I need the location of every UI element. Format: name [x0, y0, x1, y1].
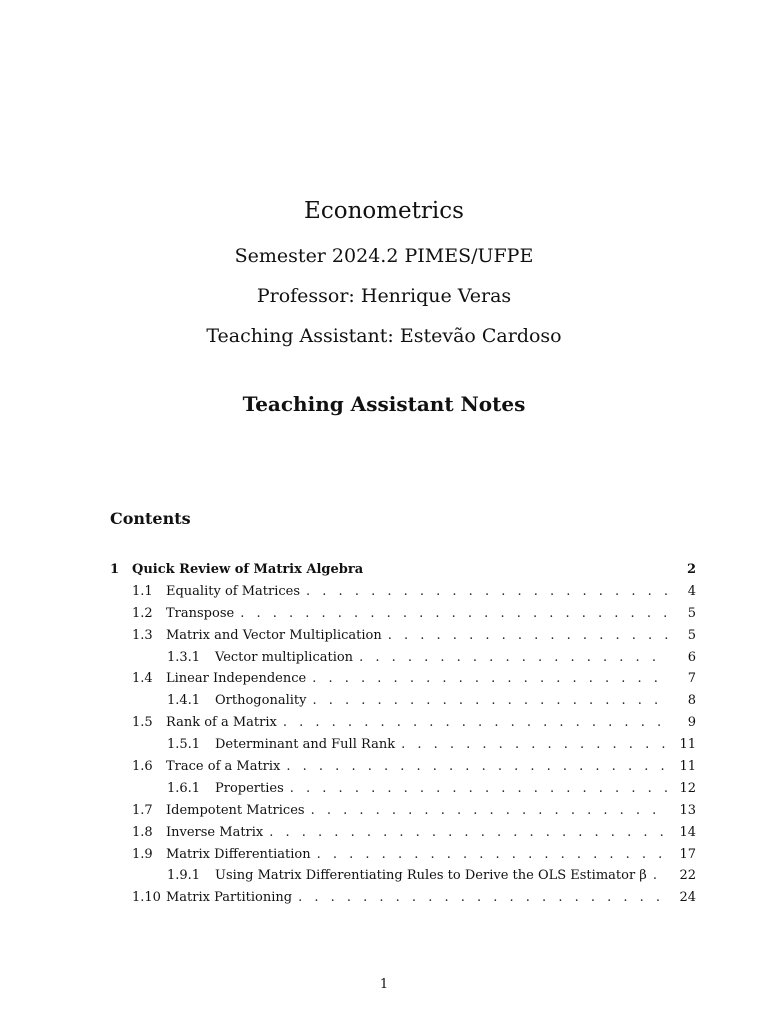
toc-leader-dots — [401, 734, 668, 756]
toc-entry-label: Rank of a Matrix — [166, 715, 277, 731]
toc-entry-label: Idempotent Matrices — [166, 802, 305, 818]
toc-entry-page: 7 — [687, 671, 696, 687]
toc-entry-page: 14 — [679, 824, 696, 840]
toc-entry-label: Determinant and Full Rank — [215, 737, 396, 753]
toc-leader-dots — [311, 800, 668, 822]
toc-entry-page: 5 — [687, 605, 696, 621]
toc-entry-page: 12 — [679, 780, 696, 796]
toc-leader-dots — [312, 690, 668, 712]
page-number: 1 — [379, 977, 389, 992]
toc-entry-number: 1.1 — [132, 583, 153, 599]
toc-entry-page: 6 — [687, 649, 696, 665]
toc-entry[interactable] — [110, 887, 696, 909]
toc-entry-number: 1.2 — [132, 605, 153, 621]
toc-entry-number: 1.8 — [132, 824, 153, 840]
toc-entry[interactable] — [110, 844, 696, 866]
toc-entry[interactable] — [110, 756, 696, 778]
toc-entry-label: Equality of Matrices — [166, 583, 301, 599]
toc-leader-dots — [388, 625, 668, 647]
toc-entry-page: 4 — [687, 583, 696, 599]
toc-leader-dots — [306, 581, 668, 603]
semester-line: Semester 2024.2 PIMES/UFPE — [234, 245, 534, 267]
toc-entry-page: 9 — [687, 715, 696, 731]
toc-entry[interactable] — [110, 865, 696, 887]
toc-entry[interactable] — [110, 647, 696, 669]
toc-entry[interactable] — [110, 822, 696, 844]
toc-entry[interactable] — [110, 712, 696, 734]
toc-leader-dots — [240, 603, 668, 625]
toc-entry-page: 17 — [679, 846, 696, 862]
toc-entry-label: Matrix and Vector Multiplication — [166, 627, 382, 643]
toc-entry-number: 1.10 — [132, 890, 161, 906]
toc-leader-dots — [359, 647, 668, 669]
toc-entry[interactable] — [110, 559, 696, 581]
toc-entry[interactable] — [110, 625, 696, 647]
notes-title: Teaching Assistant Notes — [242, 392, 526, 416]
toc-entry-label: Vector multiplication — [215, 649, 354, 665]
toc-leader-dots — [269, 822, 668, 844]
toc-entry-label: Matrix Partitioning — [166, 890, 293, 906]
toc-entry[interactable] — [110, 603, 696, 625]
toc-leader-dots — [290, 778, 668, 800]
toc-entry-number: 1.5 — [132, 715, 153, 731]
toc-entry-number: 1.5.1 — [167, 737, 201, 753]
toc-leader-dots — [317, 844, 668, 866]
toc-entry-page: 11 — [679, 737, 696, 753]
toc-entry-page: 11 — [679, 759, 696, 775]
document-title: Econometrics — [304, 198, 464, 224]
toc-entry-number: 1.9 — [132, 846, 153, 862]
toc-entry-number: 1.4 — [132, 671, 153, 687]
toc-entry[interactable] — [110, 800, 696, 822]
toc-entry-page: 22 — [679, 868, 696, 884]
toc-entry-page: 8 — [687, 693, 696, 709]
toc-leader-dots — [298, 887, 668, 909]
toc-entry-label: Transpose — [166, 605, 235, 621]
toc-entry-number: 1.6.1 — [167, 780, 201, 796]
toc-entry[interactable] — [110, 734, 696, 756]
toc-entry-label: Properties — [215, 780, 284, 796]
toc-leader-dots — [653, 865, 668, 887]
toc-entry-label: Using Matrix Differentiating Rules to Derive the OLS Estimator β — [215, 868, 647, 884]
toc-entry-number: 1.3.1 — [167, 649, 201, 665]
toc-entry[interactable] — [110, 690, 696, 712]
toc-entry-number: 1.7 — [132, 802, 153, 818]
toc-entry[interactable] — [110, 778, 696, 800]
toc-entry-number: 1 — [110, 562, 120, 577]
toc-entry-page: 2 — [686, 562, 696, 577]
toc-leader-dots — [286, 756, 668, 778]
toc-leader-dots — [312, 668, 668, 690]
toc-entry-page: 13 — [679, 802, 696, 818]
toc-entry-label: Linear Independence — [166, 671, 307, 687]
toc-leader-dots — [283, 712, 668, 734]
table-of-contents — [110, 559, 696, 909]
toc-entry-number: 1.4.1 — [167, 693, 201, 709]
toc-entry[interactable] — [110, 581, 696, 603]
toc-entry-page: 24 — [679, 890, 696, 906]
toc-entry-number: 1.9.1 — [167, 868, 201, 884]
assistant-line: Teaching Assistant: Estevão Cardoso — [206, 325, 562, 347]
toc-entry[interactable] — [110, 668, 696, 690]
toc-entry-label: Trace of a Matrix — [166, 759, 281, 775]
toc-entry-label: Orthogonality — [215, 693, 307, 709]
toc-entry-page: 5 — [687, 627, 696, 643]
toc-entry-label: Quick Review of Matrix Algebra — [132, 562, 364, 577]
toc-entry-label: Matrix Differentiation — [166, 846, 311, 862]
professor-line: Professor: Henrique Veras — [256, 285, 512, 307]
contents-heading: Contents — [110, 509, 191, 528]
toc-entry-label: Inverse Matrix — [166, 824, 264, 840]
toc-entry-number: 1.3 — [132, 627, 153, 643]
toc-entry-number: 1.6 — [132, 759, 153, 775]
